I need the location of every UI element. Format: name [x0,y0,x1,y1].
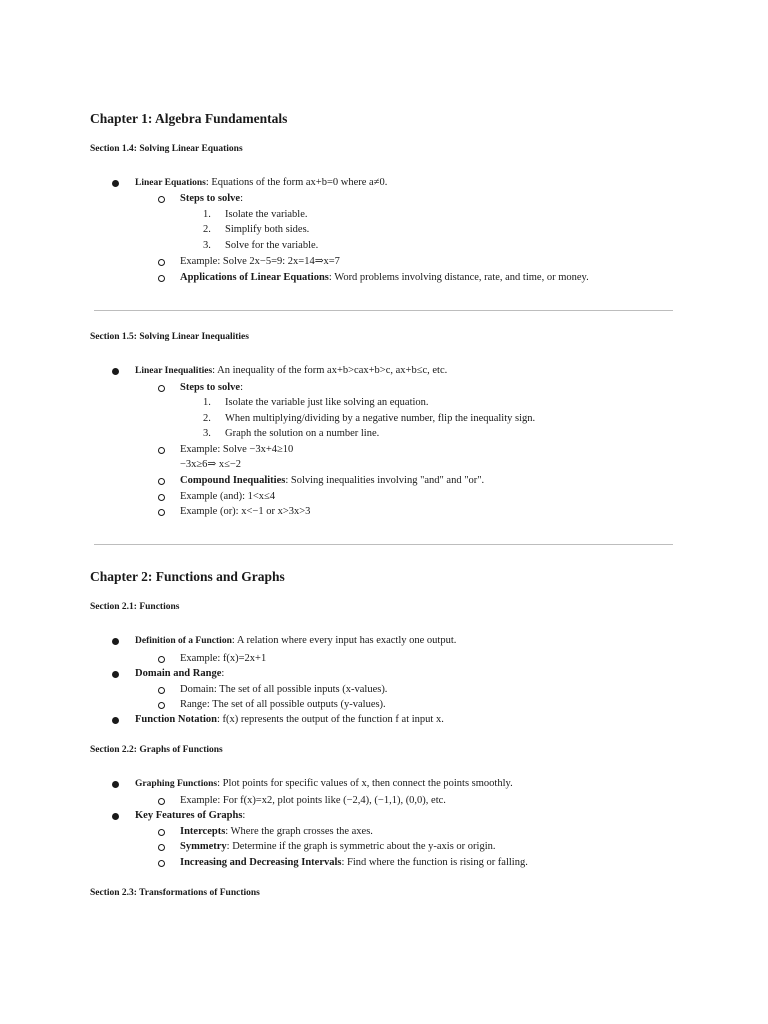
term-text: : Find where the function is rising or falling. [341,857,528,868]
circle-marker [158,860,165,867]
list-item-increasing-decreasing [180,856,528,870]
step-item: Graph the solution on a number line. [225,428,380,439]
section-2-2-title: Section 2.2: Graphs of Functions [90,745,223,755]
term-text: : Solving inequalities involving "and" and "or". [285,475,485,486]
term-text: : Determine if the graph is symmetric about the y-axis or origin. [226,841,496,852]
circle-marker [158,494,165,501]
chapter-2-title: Chapter 2: Functions and Graphs [90,569,285,584]
step-number: 2. [203,224,211,235]
list-item-compound [180,474,484,488]
list-item-example: Example: Solve 2x−5=9: 2x=14⇒x=7 [180,256,340,267]
circle-marker [158,844,165,851]
circle-marker [158,702,165,709]
circle-marker [158,196,165,203]
step-item: Simplify both sides. [225,224,310,235]
bullet-marker [112,781,119,788]
circle-marker [158,509,165,516]
term-label: Domain and Range [135,668,222,679]
section-2-3-title: Section 2.3: Transformations of Functions [90,888,260,898]
term-text: : Where the graph crosses the axes. [225,826,373,837]
bullet-marker [112,671,119,678]
list-item-example: Example: For f(x)=x2, plot points like (−2,4), (−1,1), (0,0), etc. [180,795,446,806]
section-1-4-title: Section 1.4: Solving Linear Equations [90,144,243,154]
term-text: : An inequality of the form ax+b>cax+b>c, ax+b≤c, etc. [212,365,448,376]
circle-marker [158,385,165,392]
list-item-example: Example: Solve −3x+4≥10 [180,444,294,455]
term-label: Definition of a Function [135,636,232,646]
circle-marker [158,687,165,694]
list-item-domain-range: Domain and Range: [135,668,225,679]
step-number: 1. [203,209,211,220]
step-number: 1. [203,397,211,408]
term-label: Key Features of Graphs [135,810,243,821]
bullet-marker [112,717,119,724]
list-item-example: Example: f(x)=2x+1 [180,653,267,664]
bullet-marker [112,368,119,375]
horizontal-divider [94,310,673,311]
list-item-intercepts [180,825,373,839]
circle-marker [158,447,165,454]
term-label: Linear Equations [135,178,206,188]
circle-marker [158,478,165,485]
section-2-1-title: Section 2.1: Functions [90,602,180,612]
circle-marker [158,275,165,282]
term-text: : Plot points for specific values of x, then connect the points smoothly. [217,778,513,789]
step-number: 2. [203,413,211,424]
list-item-steps: Steps to solve: [180,193,244,204]
list-item-domain: Domain: The set of all possible inputs (x-values). [180,684,388,695]
step-item: Solve for the variable. [225,240,319,251]
list-item-symmetry [180,840,496,854]
list-item-example-or: Example (or): x<−1 or x>3x>3 [180,506,311,517]
chapter-1-title: Chapter 1: Algebra Fundamentals [90,111,288,126]
term-text: : Equations of the form ax+b=0 where a≠0. [205,177,388,188]
step-number: 3. [203,428,211,439]
bullet-marker [112,638,119,645]
circle-marker [158,656,165,663]
term-label: Applications of Linear Equations [180,272,329,283]
term-label: Symmetry [180,841,227,852]
list-item-example-and: Example (and): 1<x≤4 [180,491,276,502]
term-text: : Word problems involving distance, rate, and time, or money. [328,272,589,283]
circle-marker [158,798,165,805]
bullet-marker [112,180,119,187]
term-text: : A relation where every input has exactly one output. [231,635,457,646]
list-item-definition [135,634,456,648]
list-item-steps: Steps to solve: [180,382,244,393]
list-item-range: Range: The set of all possible outputs (y-values). [180,699,386,710]
circle-marker [158,259,165,266]
step-item: When multiplying/dividing by a negative number, flip the inequality sign. [225,413,536,424]
term-label: Linear Inequalities [135,366,213,376]
term-label: Function Notation [135,714,217,725]
bullet-marker [112,813,119,820]
step-item: Isolate the variable. [225,209,308,220]
list-item-key-features: Key Features of Graphs: [135,810,246,821]
list-item-linear-equations [135,176,387,190]
term-label: Intercepts [180,826,226,837]
step-item: Isolate the variable just like solving an equation. [225,397,429,408]
term-label: Increasing and Decreasing Intervals [180,857,342,868]
list-item-function-notation [135,713,444,727]
list-item-graphing-functions [135,777,513,791]
list-item-applications [180,271,589,285]
section-1-5-title: Section 1.5: Solving Linear Inequalities [90,332,249,342]
list-item-example-continued: −3x≥6⇒ x≤−2 [180,459,242,470]
term-label: Steps to solve [180,382,241,393]
step-number: 3. [203,240,211,251]
term-label: Compound Inequalities [180,475,286,486]
list-item-linear-inequalities [135,364,447,378]
circle-marker [158,829,165,836]
term-label: Steps to solve [180,193,241,204]
term-label: Graphing Functions [135,779,218,789]
horizontal-divider [94,544,673,545]
term-text: : f(x) represents the output of the function f at input x. [216,714,444,725]
